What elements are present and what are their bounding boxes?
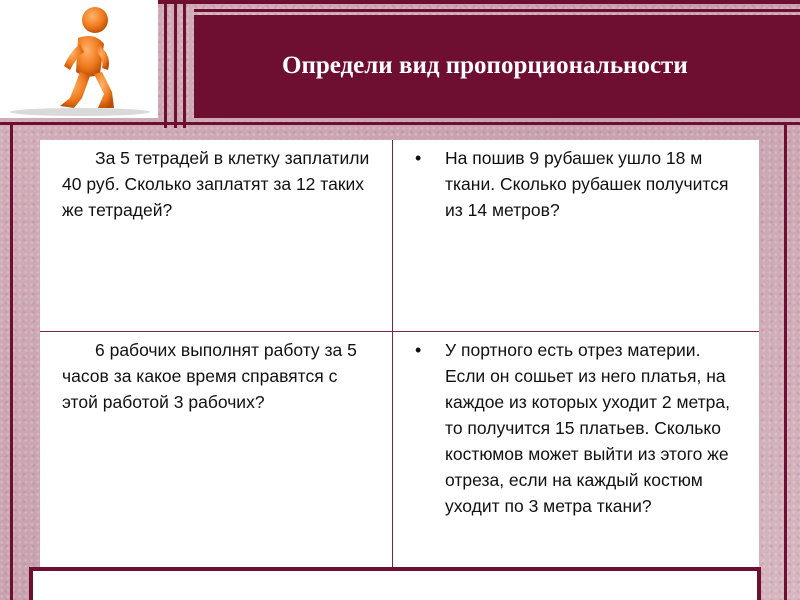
frame-line-vertical-mid <box>174 0 177 128</box>
bullet-icon: • <box>415 340 422 360</box>
problem-cell-2 <box>393 140 759 332</box>
problem-cell-1 <box>40 140 393 332</box>
frame-line-left-rail <box>10 125 13 600</box>
logo-box <box>0 0 158 118</box>
bottom-bar <box>29 567 761 600</box>
frame-line-top-inner <box>194 9 800 12</box>
problem-text-2: На пошив 9 рубашек ушло 18 м ткани. Сколько рубашек получится из 14 метров? <box>445 148 729 220</box>
problem-cell-4 <box>393 332 759 567</box>
frame-line-horizontal <box>0 122 800 125</box>
frame-line-top <box>158 0 800 4</box>
page-title: Определи вид пропорциональности <box>282 52 688 79</box>
problem-cell-3 <box>40 332 393 567</box>
bottom-bar-inner <box>33 571 757 600</box>
walking-figure-icon <box>0 0 158 118</box>
frame-line-vertical-right <box>183 0 186 128</box>
problem-text-1: За 5 тетрадей в клетку заплатили 40 руб. Сколько заплатят за 12 таких же тетрадей? <box>62 148 370 220</box>
frame-line-vertical-left <box>164 0 167 128</box>
bullet-icon: • <box>415 148 422 168</box>
problem-text-3: 6 рабочих выполнят работу за 5 часов за какое время справятся с этой работой 3 рабочих? <box>62 340 357 412</box>
frame-line-right-rail <box>784 125 787 600</box>
problem-text-4: У портного есть отрез материи. Если он сошьет из него платья, на каждое из которых уходит 2 метра, то получится 15 платьев. Сколько костюмов может выйти из этого же отреза, если на каждый костюм уходит по 3 метра ткани? <box>445 340 730 516</box>
